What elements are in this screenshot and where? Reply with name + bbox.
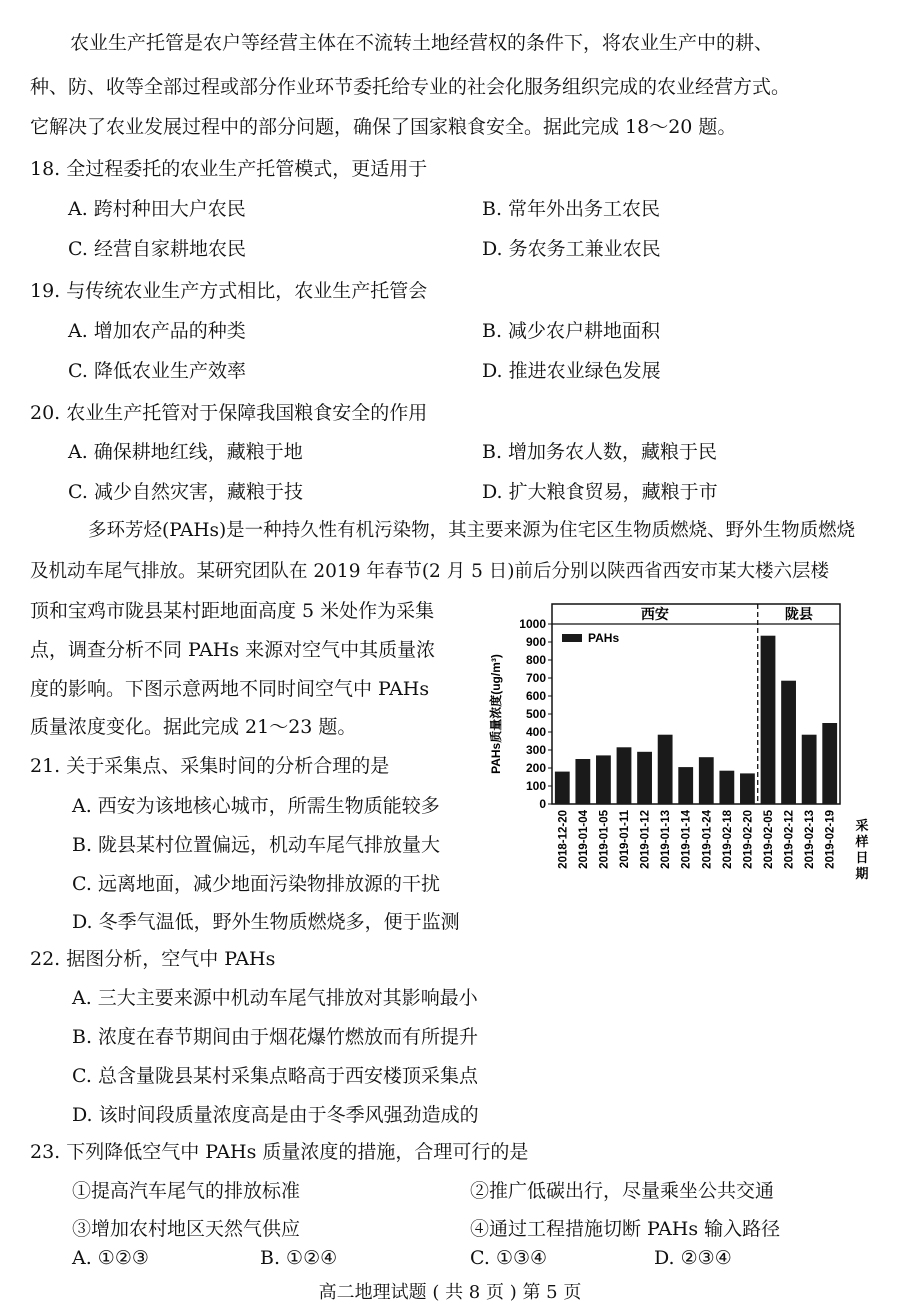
q23-option-c[interactable]: C. ①③④	[470, 1247, 548, 1269]
bar-2018-12-20	[555, 772, 570, 804]
y-tick-label: 900	[525, 635, 546, 649]
pahs-chart	[478, 600, 878, 900]
y-tick-label: 800	[525, 653, 546, 667]
bar-2019-01-04	[575, 759, 590, 804]
y-tick-label: 300	[525, 743, 546, 757]
q19-stem: 19. 与传统农业生产方式相比，农业生产托管会	[30, 280, 428, 302]
bar-2019-01-24	[699, 757, 714, 804]
q22-option-a[interactable]: A. 三大主要来源中机动车尾气排放对其影响最小	[72, 987, 478, 1009]
bar-2019-01-13	[658, 735, 673, 804]
x-axis-label-char: 期	[855, 866, 869, 881]
y-tick-label: 100	[525, 779, 546, 793]
q23-option-a[interactable]: A. ①②③	[72, 1247, 149, 1269]
pahs-bar-chart	[478, 600, 878, 900]
q20-stem: 20. 农业生产托管对于保障我国粮食安全的作用	[30, 402, 428, 424]
bar-2019-02-12	[781, 681, 796, 804]
q23-measure-1: ①提高汽车尾气的排放标准	[72, 1180, 301, 1202]
x-tick-label: 2019-01-24	[701, 810, 714, 869]
q20-option-a[interactable]: A. 确保耕地红线，藏粮于地	[68, 441, 303, 463]
y-tick-label: 0	[539, 797, 546, 811]
q23-measure-3: ③增加农村地区天然气供应	[72, 1218, 301, 1240]
intro2-line1: 多环芳烃(PAHs)是一种持久性有机污染物，其主要来源为住宅区生物质燃烧、野外生物质燃烧	[88, 520, 856, 541]
intro2-line3: 顶和宝鸡市陇县某村距地面高度 5 米处作为采集	[30, 600, 435, 622]
y-tick-label: 200	[525, 761, 546, 775]
q23-stem: 23. 下列降低空气中 PAHs 质量浓度的措施，合理可行的是	[30, 1141, 529, 1163]
bar-2019-02-19	[822, 723, 837, 804]
x-axis-label-char: 日	[855, 850, 869, 865]
bar-2019-02-13	[802, 735, 817, 804]
y-tick-label: 600	[525, 689, 546, 703]
q21-option-c[interactable]: C. 远离地面，减少地面污染物排放源的干扰	[72, 873, 440, 895]
bar-2019-01-11	[617, 747, 632, 804]
y-tick-label: 400	[525, 725, 546, 739]
y-tick-label: 500	[525, 707, 546, 721]
q22-stem: 22. 据图分析，空气中 PAHs	[30, 948, 276, 970]
region-label-xian: 西安	[640, 606, 669, 622]
x-tick-label: 2019-01-05	[598, 810, 611, 869]
intro1-line3: 它解决了农业发展过程中的部分问题，确保了国家粮食安全。据此完成 18～20 题。	[30, 116, 737, 138]
q22-option-b[interactable]: B. 浓度在春节期间由于烟花爆竹燃放而有所提升	[72, 1026, 479, 1048]
bar-2019-02-18	[719, 771, 734, 804]
bar-2019-01-05	[596, 755, 611, 804]
q23-option-d[interactable]: D. ②③④	[654, 1247, 732, 1269]
intro1-line2: 种、防、收等全部过程或部分作业环节委托给专业的社会化服务组织完成的农业经营方式。	[30, 76, 791, 98]
x-tick-label: 2019-01-11	[619, 810, 631, 869]
bar-2019-02-20	[740, 773, 755, 804]
q23-measure-4: ④通过工程措施切断 PAHs 输入路径	[470, 1218, 781, 1240]
page-footer: 高二地理试题 ( 共 8 页 ) 第 5 页	[318, 1282, 582, 1303]
x-tick-label: 2019-02-18	[721, 810, 734, 869]
intro2-line2: 及机动车尾气排放。某研究团队在 2019 年春节(2 月 5 日)前后分别以陕西省西安市某大楼六层楼	[30, 561, 829, 582]
q23-option-b[interactable]: B. ①②④	[260, 1247, 338, 1269]
x-tick-label: 2019-02-20	[742, 810, 755, 869]
q19-option-b[interactable]: B. 减少农户耕地面积	[482, 320, 661, 342]
intro2-line5: 度的影响。下图示意两地不同时间空气中 PAHs	[30, 678, 430, 700]
q20-option-d[interactable]: D. 扩大粮食贸易，藏粮于市	[482, 481, 718, 503]
q22-option-c[interactable]: C. 总含量陇县某村采集点略高于西安楼顶采集点	[72, 1065, 478, 1087]
q20-option-c[interactable]: C. 减少自然灾害，藏粮于技	[68, 481, 303, 503]
x-tick-label: 2019-01-13	[660, 810, 673, 869]
q19-option-a[interactable]: A. 增加农产品的种类	[68, 320, 246, 342]
q18-option-c[interactable]: C. 经营自家耕地农民	[68, 238, 246, 260]
y-tick-label: 700	[525, 671, 546, 685]
x-tick-label: 2019-01-12	[639, 810, 652, 869]
bar-2019-01-14	[678, 767, 693, 804]
q19-option-d[interactable]: D. 推进农业绿色发展	[482, 360, 661, 382]
legend-label: PAHs	[588, 631, 620, 645]
intro2-line4: 点，调查分析不同 PAHs 来源对空气中其质量浓	[30, 639, 436, 661]
intro2-line6: 质量浓度变化。据此完成 21～23 题。	[30, 716, 357, 738]
bar-2019-01-12	[637, 752, 652, 804]
q19-option-c[interactable]: C. 降低农业生产效率	[68, 360, 246, 382]
q18-option-a[interactable]: A. 跨村种田大户农民	[68, 198, 246, 220]
q21-option-d[interactable]: D. 冬季气温低，野外生物质燃烧多，便于监测	[72, 911, 460, 933]
x-tick-label: 2019-02-13	[804, 810, 817, 869]
bar-2019-02-05	[761, 636, 776, 804]
q21-stem: 21. 关于采集点、采集时间的分析合理的是	[30, 755, 390, 777]
y-axis-label: PAHs质量浓度(ug/m³)	[489, 654, 503, 774]
x-axis-label-char: 采	[855, 818, 869, 833]
region-label-longxian: 陇县	[784, 606, 813, 622]
q18-option-d[interactable]: D. 务农务工兼业农民	[482, 238, 661, 260]
x-tick-label: 2019-02-05	[763, 810, 775, 869]
legend-swatch	[562, 634, 582, 642]
q20-option-b[interactable]: B. 增加务农人数，藏粮于民	[482, 441, 718, 463]
y-tick-label: 1000	[519, 617, 546, 631]
q18-option-b[interactable]: B. 常年外出务工农民	[482, 198, 661, 220]
x-tick-label: 2019-01-14	[680, 810, 693, 869]
q23-measure-2: ②推广低碳出行，尽量乘坐公共交通	[470, 1180, 775, 1202]
x-tick-label: 2018-12-20	[557, 810, 570, 869]
q22-option-d[interactable]: D. 该时间段质量浓度高是由于冬季风强劲造成的	[72, 1104, 479, 1126]
x-tick-label: 2019-02-19	[824, 810, 837, 869]
q21-option-b[interactable]: B. 陇县某村位置偏远，机动车尾气排放量大	[72, 834, 441, 856]
x-tick-label: 2019-01-04	[577, 810, 590, 869]
x-axis-label-char: 样	[855, 834, 869, 849]
x-tick-label: 2019-02-12	[783, 810, 796, 869]
intro1-line1: 农业生产托管是农户等经营主体在不流转土地经营权的条件下，将农业生产中的耕、	[70, 32, 774, 54]
q18-stem: 18. 全过程委托的农业生产托管模式，更适用于	[30, 158, 428, 180]
q21-option-a[interactable]: A. 西安为该地核心城市，所需生物质能较多	[72, 795, 440, 817]
